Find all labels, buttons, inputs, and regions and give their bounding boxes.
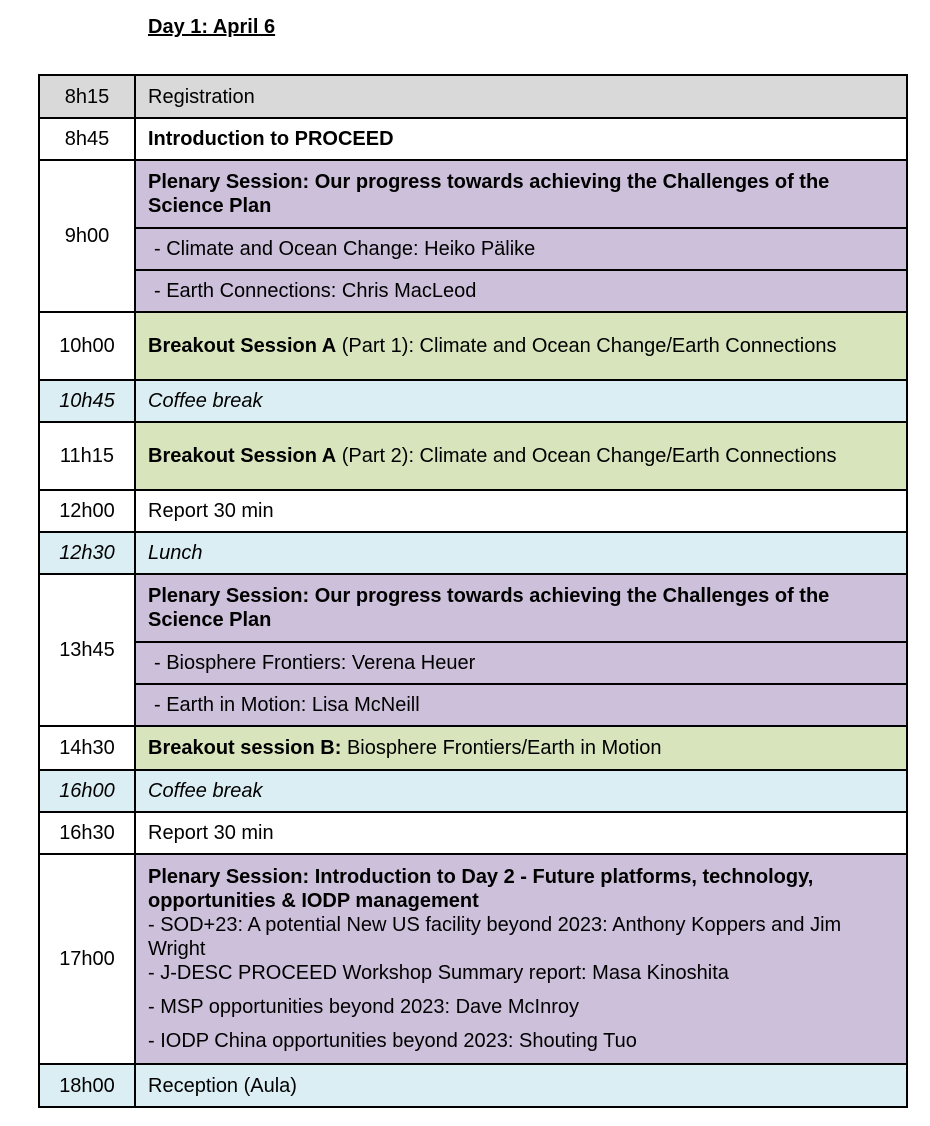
event-cell <box>135 854 907 1064</box>
session-item: - SOD+23: A potential New US facility beyond 2023: Anthony Koppers and Jim Wright <box>148 914 842 960</box>
session-item: - Climate and Ocean Change: Heiko Pälike <box>135 228 907 270</box>
table-row <box>39 726 907 770</box>
session-item: - Earth Connections: Chris MacLeod <box>135 270 907 312</box>
time-cell: 9h00 <box>39 160 135 312</box>
session-heading: Plenary Session: Our progress towards achieving the Challenges of the Science Plan <box>135 160 907 228</box>
time-cell: 14h30 <box>39 726 135 770</box>
table-row <box>39 770 907 812</box>
time-cell: 11h15 <box>39 422 135 490</box>
table-row <box>39 75 907 118</box>
session-detail: (Part 1): Climate and Ocean Change/Earth Connections <box>336 335 837 357</box>
event-cell <box>135 312 907 380</box>
time-cell: 12h00 <box>39 490 135 532</box>
session-detail: (Part 2): Climate and Ocean Change/Earth Connections <box>336 445 837 467</box>
session-heading: Plenary Session: Our progress towards achieving the Challenges of the Science Plan <box>135 574 907 642</box>
event-cell: Lunch <box>135 532 907 574</box>
time-cell: 10h45 <box>39 380 135 422</box>
event-cell: Registration <box>135 75 907 118</box>
table-row <box>39 380 907 422</box>
time-cell: 8h45 <box>39 118 135 160</box>
table-row <box>39 490 907 532</box>
time-cell: 10h00 <box>39 312 135 380</box>
table-row <box>39 422 907 490</box>
session-item: - Biosphere Frontiers: Verena Heuer <box>135 642 907 684</box>
schedule-table <box>38 74 908 1108</box>
session-item: - MSP opportunities beyond 2023: Dave McInroy <box>148 996 579 1018</box>
table-row <box>39 532 907 574</box>
table-row <box>39 684 907 726</box>
event-cell <box>135 726 907 770</box>
session-label: Breakout Session A <box>148 335 337 357</box>
table-row <box>39 1064 907 1107</box>
session-item: - Earth in Motion: Lisa McNeill <box>135 684 907 726</box>
table-row <box>39 228 907 270</box>
session-label: Breakout session B: <box>148 737 342 759</box>
time-cell: 13h45 <box>39 574 135 726</box>
table-row <box>39 854 907 1064</box>
session-item: - J-DESC PROCEED Workshop Summary report: Masa Kinoshita <box>148 962 729 984</box>
time-cell: 12h30 <box>39 532 135 574</box>
table-row <box>39 574 907 642</box>
time-cell: 17h00 <box>39 854 135 1064</box>
event-cell: Reception (Aula) <box>135 1064 907 1107</box>
event-cell: Report 30 min <box>135 490 907 532</box>
table-row <box>39 312 907 380</box>
event-cell: Coffee break <box>135 380 907 422</box>
table-row <box>39 118 907 160</box>
time-cell: 16h30 <box>39 812 135 854</box>
time-cell: 16h00 <box>39 770 135 812</box>
session-detail: Biosphere Frontiers/Earth in Motion <box>341 737 662 759</box>
session-heading: Plenary Session: Introduction to Day 2 - Future platforms, technology, opportunities & IODP management <box>148 866 814 912</box>
event-cell <box>135 422 907 490</box>
page-title: Day 1: April 6 <box>148 16 276 38</box>
session-item: - IODP China opportunities beyond 2023: Shouting Tuo <box>148 1030 637 1052</box>
event-cell: Coffee break <box>135 770 907 812</box>
table-row <box>39 642 907 684</box>
time-cell: 8h15 <box>39 75 135 118</box>
time-cell: 18h00 <box>39 1064 135 1107</box>
event-cell: Report 30 min <box>135 812 907 854</box>
table-row <box>39 160 907 228</box>
session-label: Breakout Session A <box>148 445 337 467</box>
table-row <box>39 812 907 854</box>
event-cell: Introduction to PROCEED <box>135 118 907 160</box>
table-row <box>39 270 907 312</box>
